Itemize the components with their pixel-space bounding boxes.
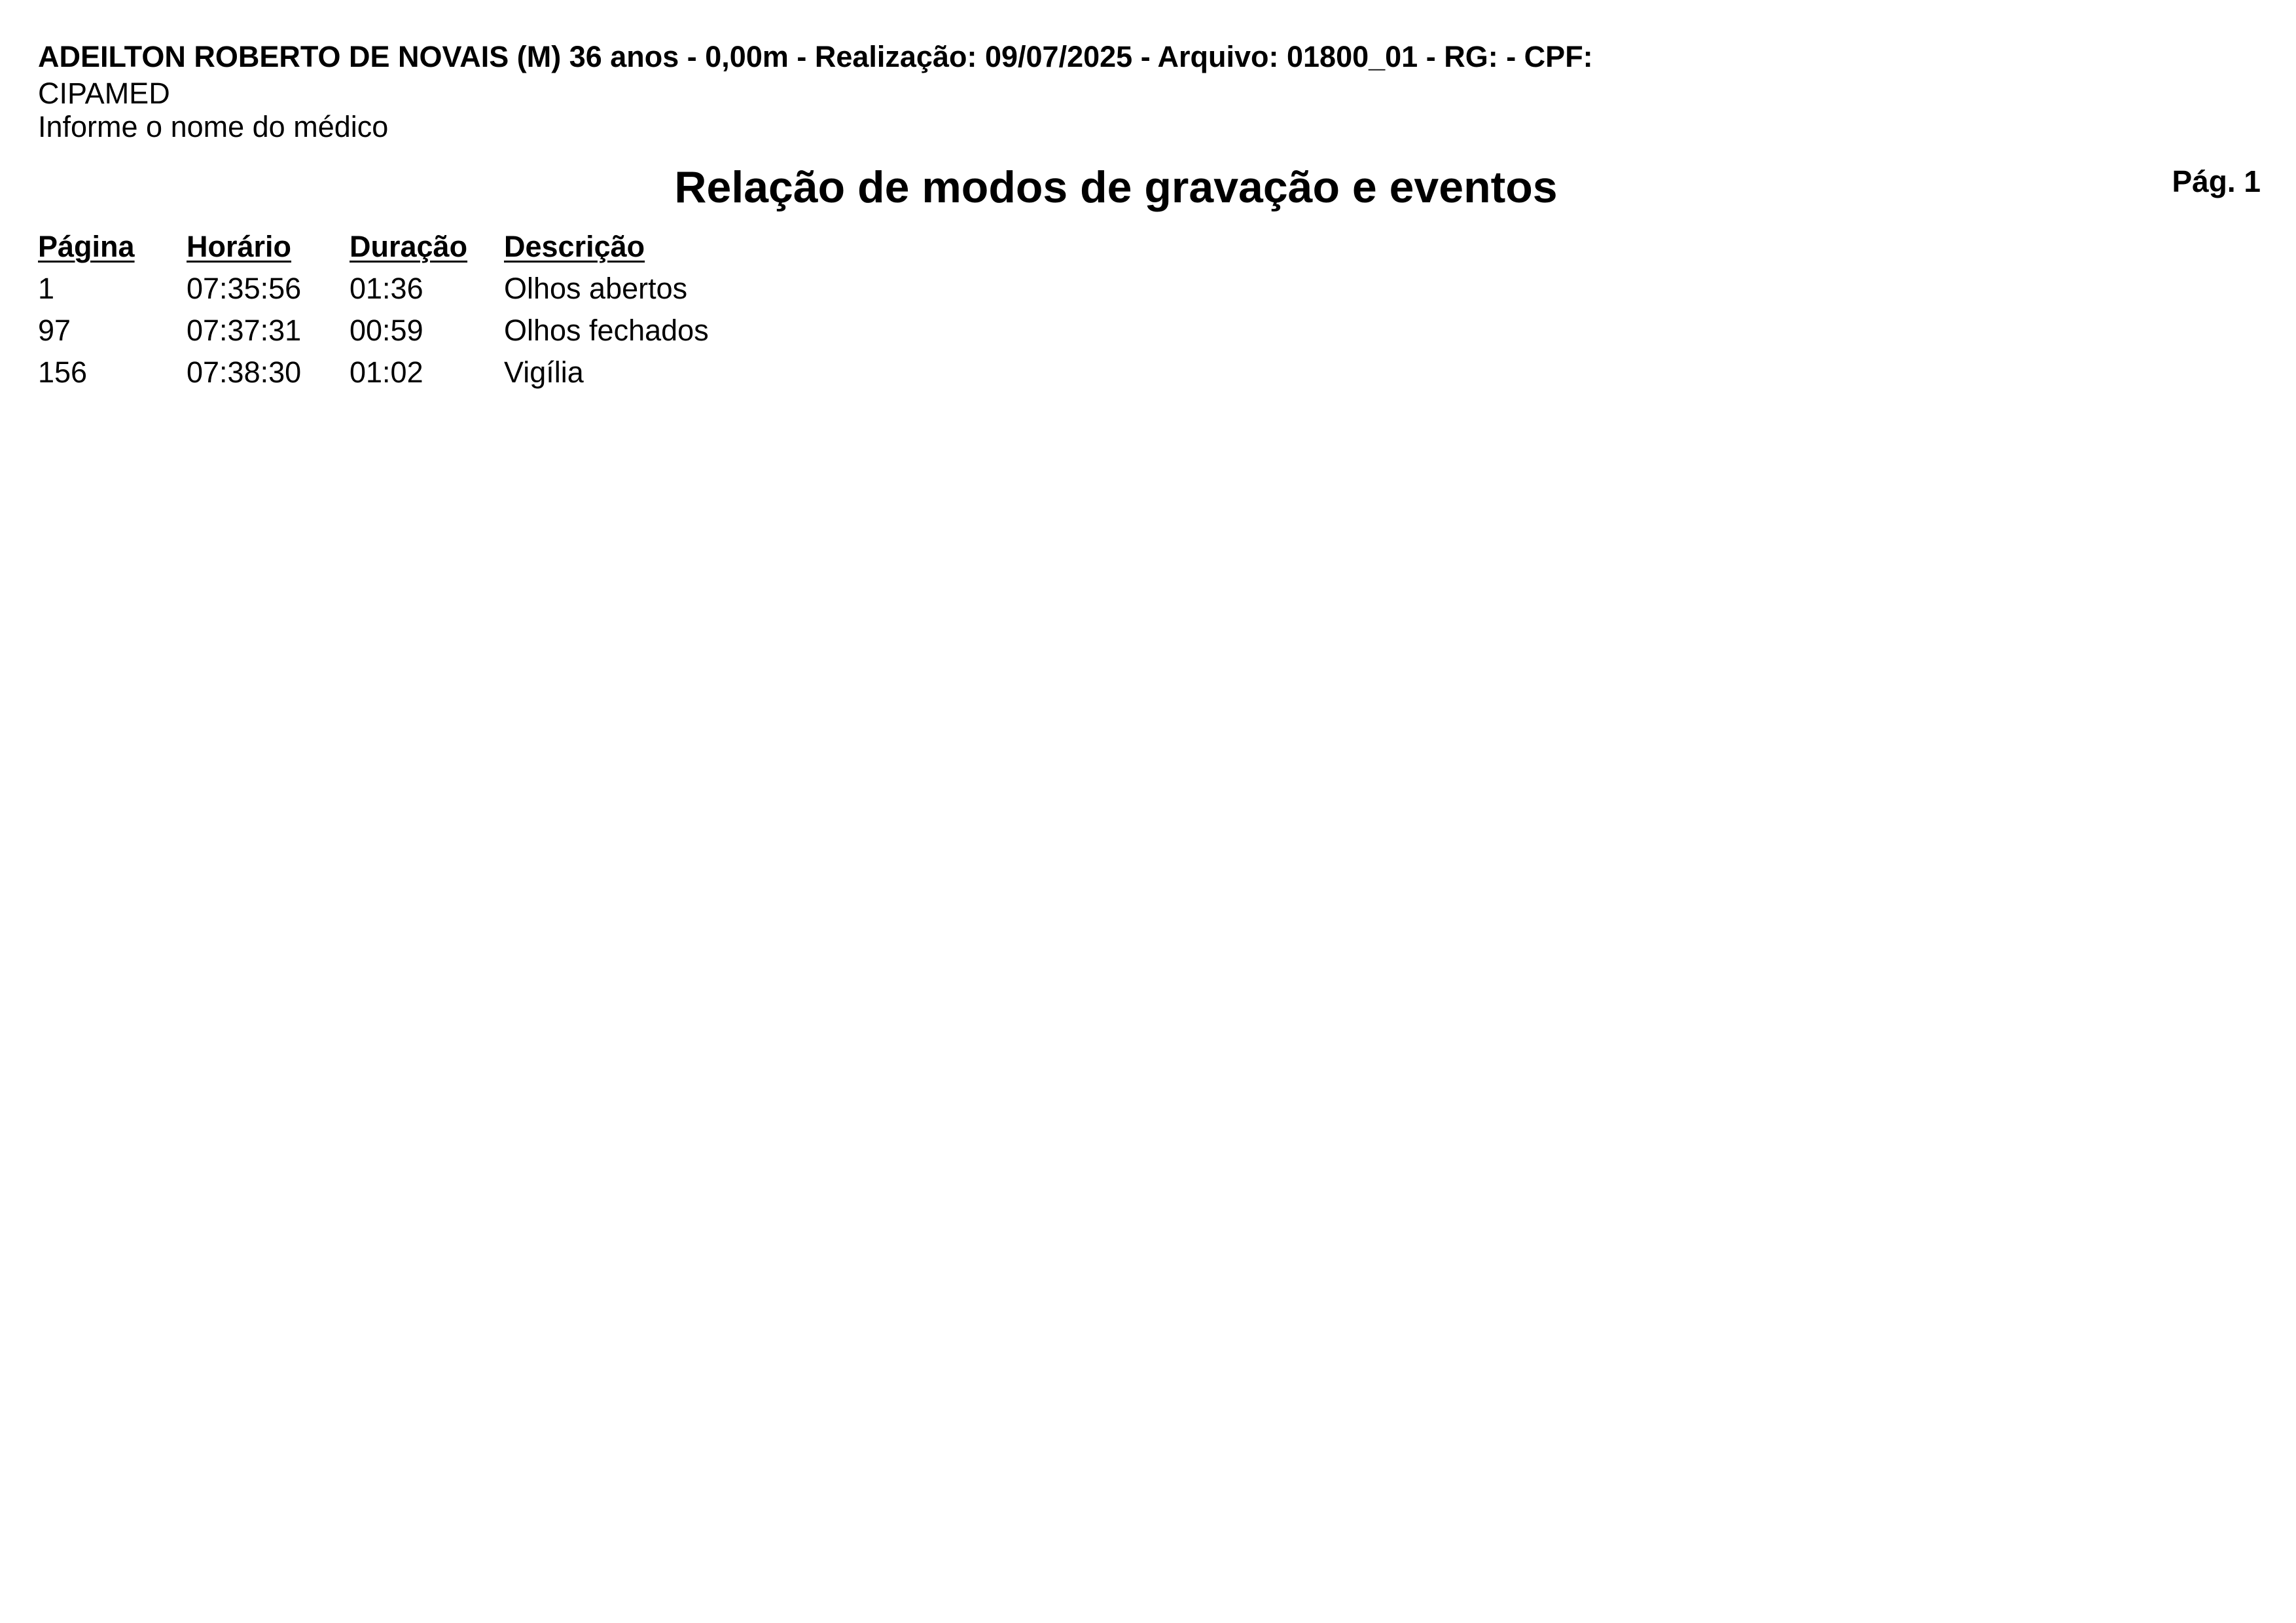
table-row [38,274,962,316]
cell-description: Vigília [504,356,584,389]
table-row [38,316,962,357]
column-header-duration: Duração [350,230,468,263]
cell-page: 156 [38,356,88,389]
page-number: Pág. 1 [2172,164,2261,198]
cell-description: Olhos abertos [504,272,688,305]
clinic-name: CIPAMED [38,77,170,110]
table-row [38,357,962,399]
cell-description: Olhos fechados [504,314,709,347]
events-table [38,232,962,399]
cell-time: 07:37:31 [187,314,302,347]
cell-time: 07:35:56 [187,272,302,305]
table-header-row [38,232,962,274]
doctor-name: Informe o nome do médico [38,110,389,143]
column-header-page: Página [38,230,135,263]
patient-info-line: ADEILTON ROBERTO DE NOVAIS (M) 36 anos - 0,00m - Realização: 09/07/2025 - Arquivo: 01800_01 - RG: - CPF: [38,40,1593,73]
cell-duration: 01:02 [350,356,423,389]
column-header-time: Horário [187,230,292,263]
column-header-description: Descrição [504,230,645,263]
report-title: Relação de modos de gravação e eventos [674,162,1558,212]
cell-page: 1 [38,272,55,305]
cell-page: 97 [38,314,71,347]
cell-duration: 01:36 [350,272,423,305]
cell-duration: 00:59 [350,314,423,347]
cell-time: 07:38:30 [187,356,302,389]
